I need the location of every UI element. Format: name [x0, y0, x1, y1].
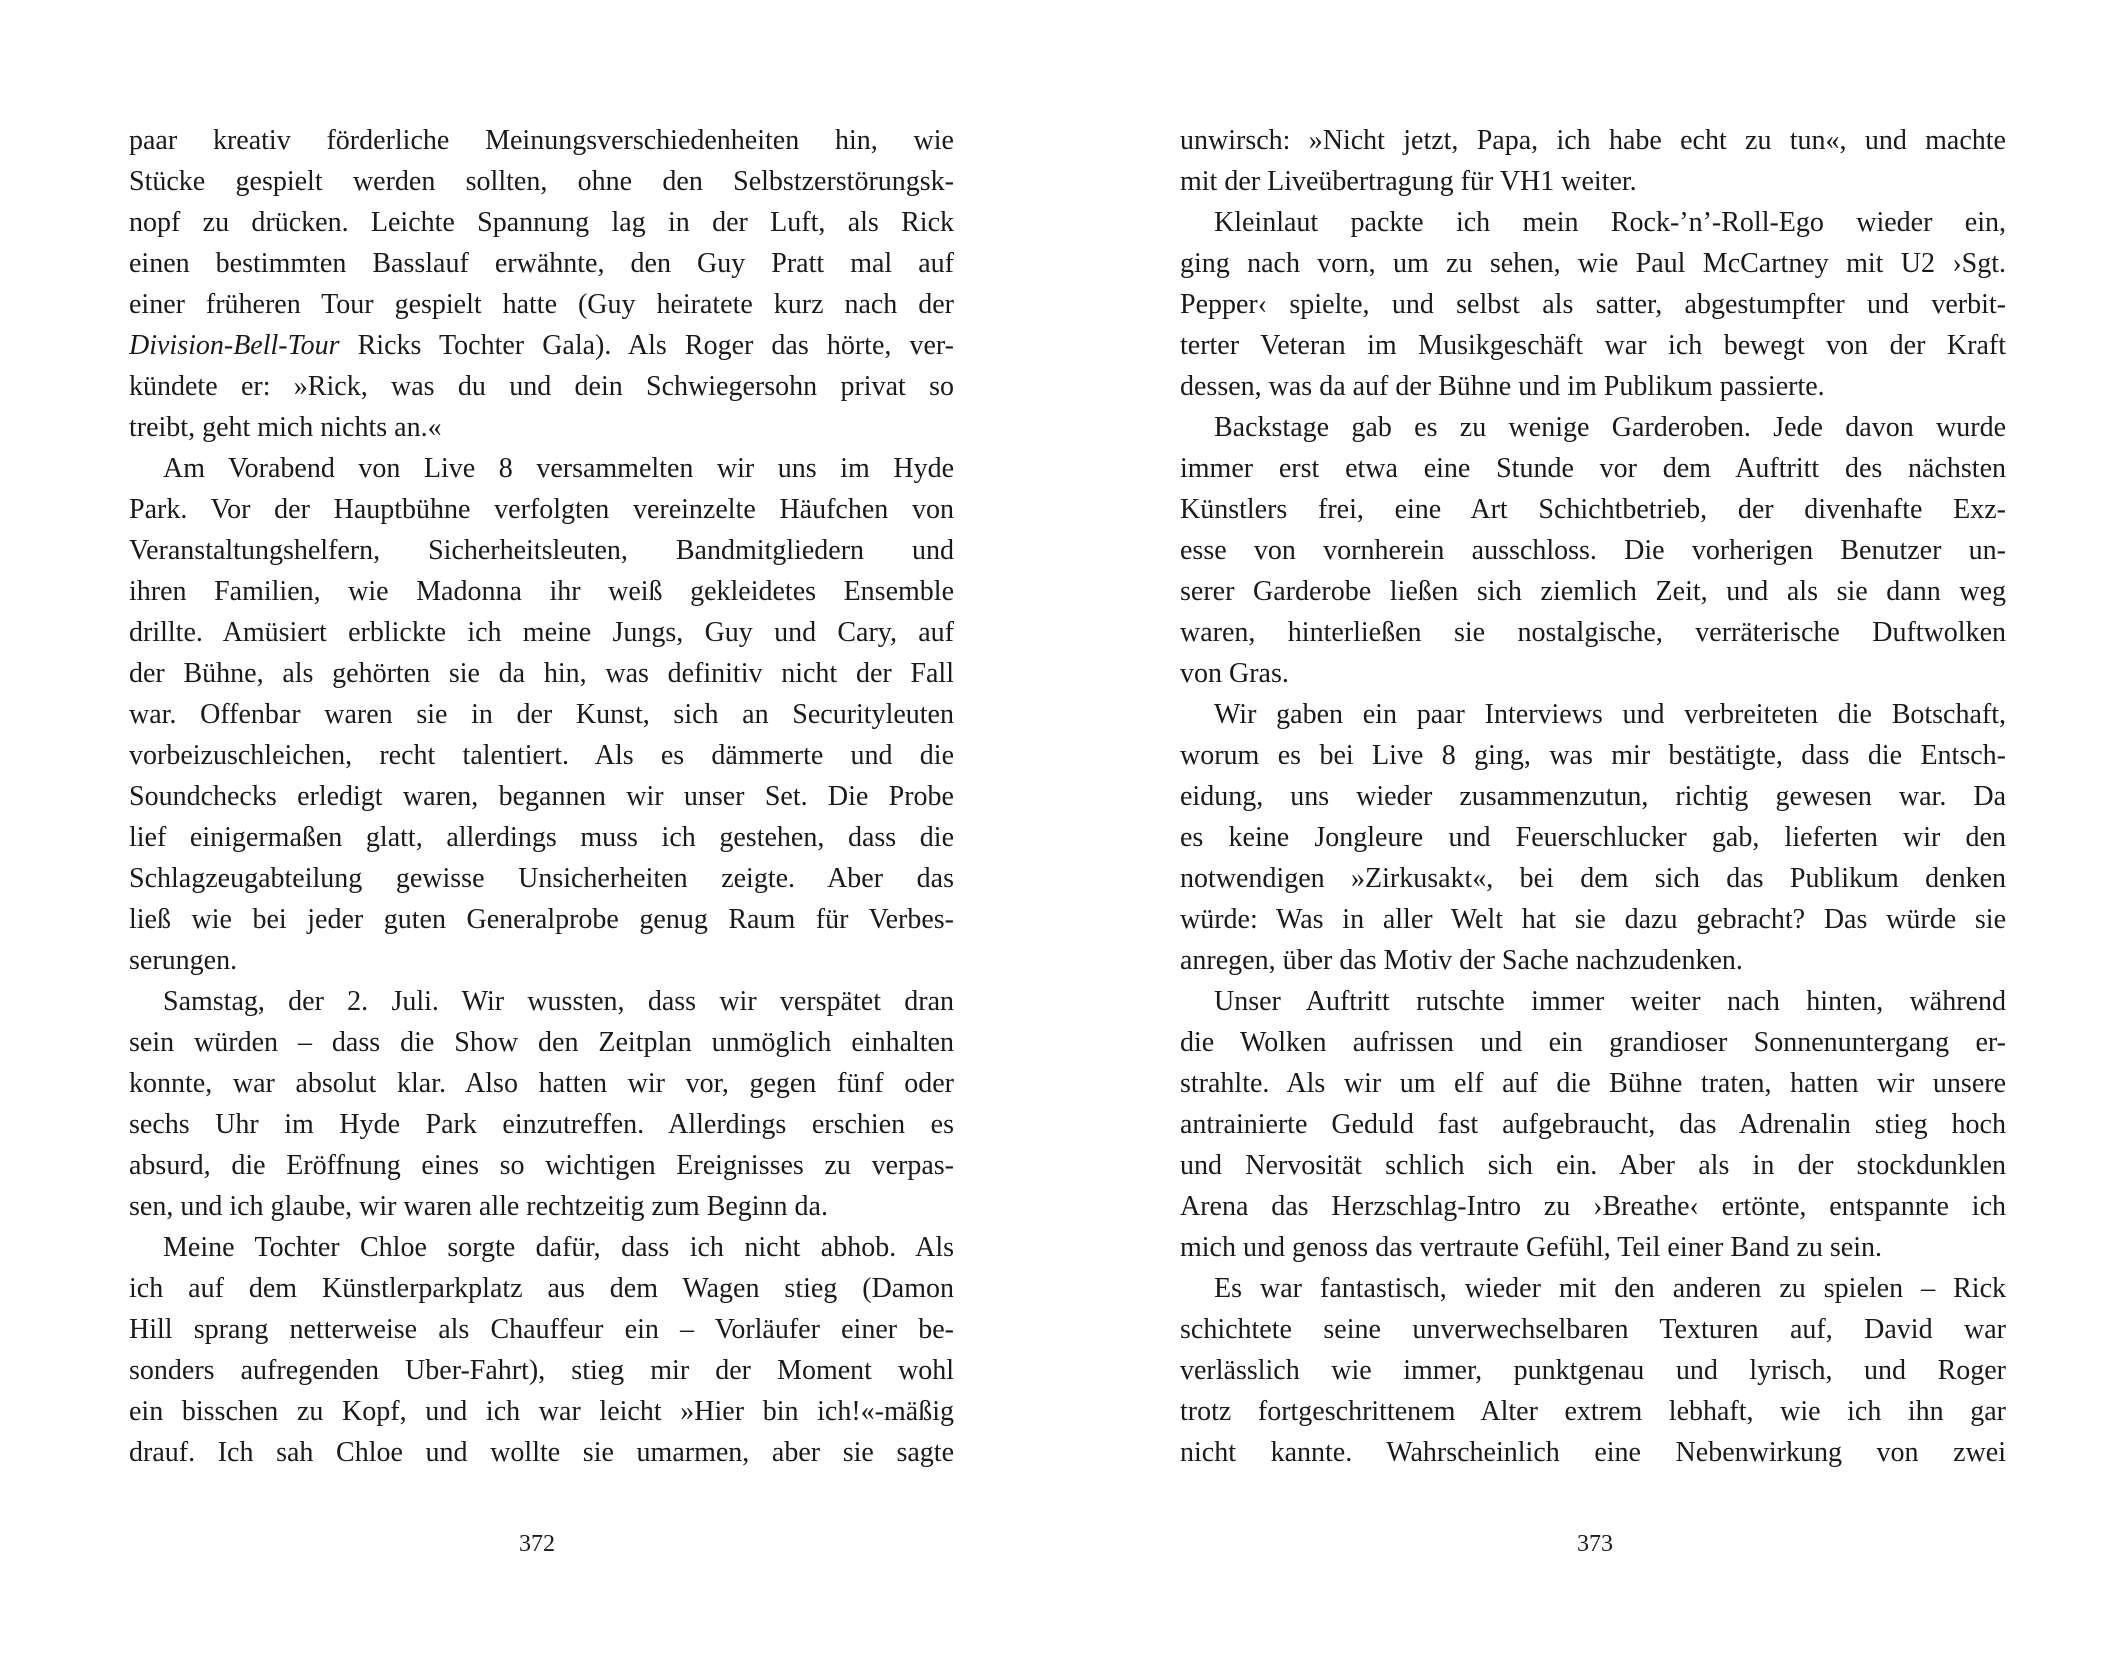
text-line: ging nach vorn, um zu sehen, wie Paul McCartney mit U2 ›Sgt. — [1180, 248, 2006, 279]
text-line: nopf zu drücken. Leichte Spannung lag in der Luft, als Rick — [129, 207, 954, 238]
text-line: Unser Auftritt rutschte immer weiter nach hinten, während — [1214, 986, 2006, 1017]
text-line: verlässlich wie immer, punktgenau und lyrisch, und Roger — [1180, 1355, 2006, 1386]
text-line: ich auf dem Künstlerparkplatz aus dem Wagen stieg (Damon — [129, 1273, 954, 1304]
text-line: worum es bei Live 8 ging, was mir bestätigte, dass die Entsch- — [1180, 740, 2006, 771]
page-right — [1180, 0, 2006, 1654]
text-line: notwendigen »Zirkusakt«, bei dem sich das Publikum denken — [1180, 863, 2006, 894]
text-line: antrainierte Geduld fast aufgebraucht, das Adrenalin stieg hoch — [1180, 1109, 2006, 1140]
text-line: Hill sprang netterweise als Chauffeur ein – Vorläufer einer be- — [129, 1314, 954, 1345]
text-line: Veranstaltungshelfern, Sicherheitsleuten, Bandmitgliedern und — [129, 535, 954, 566]
text-line: ließ wie bei jeder guten Generalprobe genug Raum für Verbes- — [129, 904, 954, 935]
text-line: Am Vorabend von Live 8 versammelten wir uns im Hyde — [163, 453, 954, 484]
text-line: lief einigermaßen glatt, allerdings muss ich gestehen, dass die — [129, 822, 954, 853]
text-line: immer erst etwa eine Stunde vor dem Auftritt des nächsten — [1180, 453, 2006, 484]
text-line: von Gras. — [1180, 658, 1289, 689]
text-line: sen, und ich glaube, wir waren alle rechtzeitig zum Beginn da. — [129, 1191, 828, 1222]
text-line: trotz fortgeschrittenem Alter extrem lebhaft, wie ich ihn gar — [1180, 1396, 2006, 1427]
text-line: und Nervosität schlich sich ein. Aber als in der stockdunklen — [1180, 1150, 2006, 1181]
text-line: vorbeizuschleichen, recht talentiert. Als es dämmerte und die — [129, 740, 954, 771]
text-line: dessen, was da auf der Bühne und im Publikum passierte. — [1180, 371, 1825, 402]
text-line: es keine Jongleure und Feuerschlucker gab, lieferten wir den — [1180, 822, 2006, 853]
text-line: konnte, war absolut klar. Also hatten wir vor, gegen fünf oder — [129, 1068, 954, 1099]
text-line: schichtete seine unverwechselbaren Texturen auf, David war — [1180, 1314, 2006, 1345]
text-line: mit der Liveübertragung für VH1 weiter. — [1180, 166, 1637, 197]
text-line: einer früheren Tour gespielt hatte (Guy heiratete kurz nach der — [129, 289, 954, 320]
text-line: unwirsch: »Nicht jetzt, Papa, ich habe echt zu tun«, und machte — [1180, 125, 2006, 156]
text-line: Künstlers frei, eine Art Schichtbetrieb, der divenhafte Exz- — [1180, 494, 2006, 525]
text-line: anregen, über das Motiv der Sache nachzudenken. — [1180, 945, 1743, 976]
text-line: Arena das Herzschlag-Intro zu ›Breathe‹ ertönte, entspannte ich — [1180, 1191, 2006, 1222]
text-line: Pepper‹ spielte, und selbst als satter, abgestumpfter und verbit- — [1180, 289, 2006, 320]
text-line: mich und genoss das vertraute Gefühl, Teil einer Band zu sein. — [1180, 1232, 1882, 1263]
text-line: drauf. Ich sah Chloe und wollte sie umarmen, aber sie sagte — [129, 1437, 954, 1468]
page-number: 372 — [519, 1531, 555, 1557]
text-line: sein würden – dass die Show den Zeitplan unmöglich einhalten — [129, 1027, 954, 1058]
text-line: strahlte. Als wir um elf auf die Bühne traten, hatten wir unsere — [1180, 1068, 2006, 1099]
text-line: terter Veteran im Musikgeschäft war ich bewegt von der Kraft — [1180, 330, 2006, 361]
text-line: absurd, die Eröffnung eines so wichtigen Ereignisses zu verpas- — [129, 1150, 954, 1181]
text-line: Wir gaben ein paar Interviews und verbreiteten die Botschaft, — [1214, 699, 2006, 730]
text-line: einen bestimmten Basslauf erwähnte, den Guy Pratt mal auf — [129, 248, 954, 279]
text-line: Samstag, der 2. Juli. Wir wussten, dass wir verspätet dran — [163, 986, 954, 1017]
text-line: drillte. Amüsiert erblickte ich meine Jungs, Guy und Cary, auf — [129, 617, 954, 648]
text-line: esse von vornherein ausschloss. Die vorherigen Benutzer un- — [1180, 535, 2006, 566]
text-line: treibt, geht mich nichts an.« — [129, 412, 442, 443]
page-left — [129, 0, 954, 1654]
text-line: sechs Uhr im Hyde Park einzutreffen. Allerdings erschien es — [129, 1109, 954, 1140]
text-line — [129, 325, 954, 366]
text-line: Park. Vor der Hauptbühne verfolgten vereinzelte Häufchen von — [129, 494, 954, 525]
text-line: Meine Tochter Chloe sorgte dafür, dass ich nicht abhob. Als — [163, 1232, 954, 1263]
text-line: ihren Familien, wie Madonna ihr weiß gekleidetes Ensemble — [129, 576, 954, 607]
text-line: die Wolken aufrissen und ein grandioser Sonnenuntergang er- — [1180, 1027, 2006, 1058]
text-line: würde: Was in aller Welt hat sie dazu gebracht? Das würde sie — [1180, 904, 2006, 935]
text-line: der Bühne, als gehörten sie da hin, was definitiv nicht der Fall — [129, 658, 954, 689]
text-line: paar kreativ förderliche Meinungsverschiedenheiten hin, wie — [129, 125, 954, 156]
text-segment: Ricks Tochter Gala). Als Roger das hörte, ver- — [339, 330, 954, 361]
text-line: Schlagzeugabteilung gewisse Unsicherheiten zeigte. Aber das — [129, 863, 954, 894]
text-line: waren, hinterließen sie nostalgische, verräterische Duftwolken — [1180, 617, 2006, 648]
text-line: kündete er: »Rick, was du und dein Schwiegersohn privat so — [129, 371, 954, 402]
text-line: war. Offenbar waren sie in der Kunst, sich an Securityleuten — [129, 699, 954, 730]
text-line: sonders aufregenden Uber-Fahrt), stieg mir der Moment wohl — [129, 1355, 954, 1386]
text-line: Soundchecks erledigt waren, begannen wir unser Set. Die Probe — [129, 781, 954, 812]
text-line: Stücke gespielt werden sollten, ohne den Selbstzerstörungsk- — [129, 166, 954, 197]
text-line: Kleinlaut packte ich mein Rock-’n’-Roll-Ego wieder ein, — [1214, 207, 2006, 238]
italic-title: Division-Bell-Tour — [129, 330, 340, 361]
text-line: nicht kannte. Wahrscheinlich eine Nebenwirkung von zwei — [1180, 1437, 2006, 1468]
text-line: eidung, uns wieder zusammenzutun, richtig gewesen war. Da — [1180, 781, 2006, 812]
text-line: serungen. — [129, 945, 238, 976]
page-number: 373 — [1577, 1531, 1613, 1557]
text-line: Backstage gab es zu wenige Garderoben. Jede davon wurde — [1214, 412, 2006, 443]
text-line: ein bisschen zu Kopf, und ich war leicht »Hier bin ich!«-mäßig — [129, 1396, 954, 1427]
text-line: serer Garderobe ließen sich ziemlich Zeit, und als sie dann weg — [1180, 576, 2006, 607]
text-line: Es war fantastisch, wieder mit den anderen zu spielen – Rick — [1214, 1273, 2006, 1304]
